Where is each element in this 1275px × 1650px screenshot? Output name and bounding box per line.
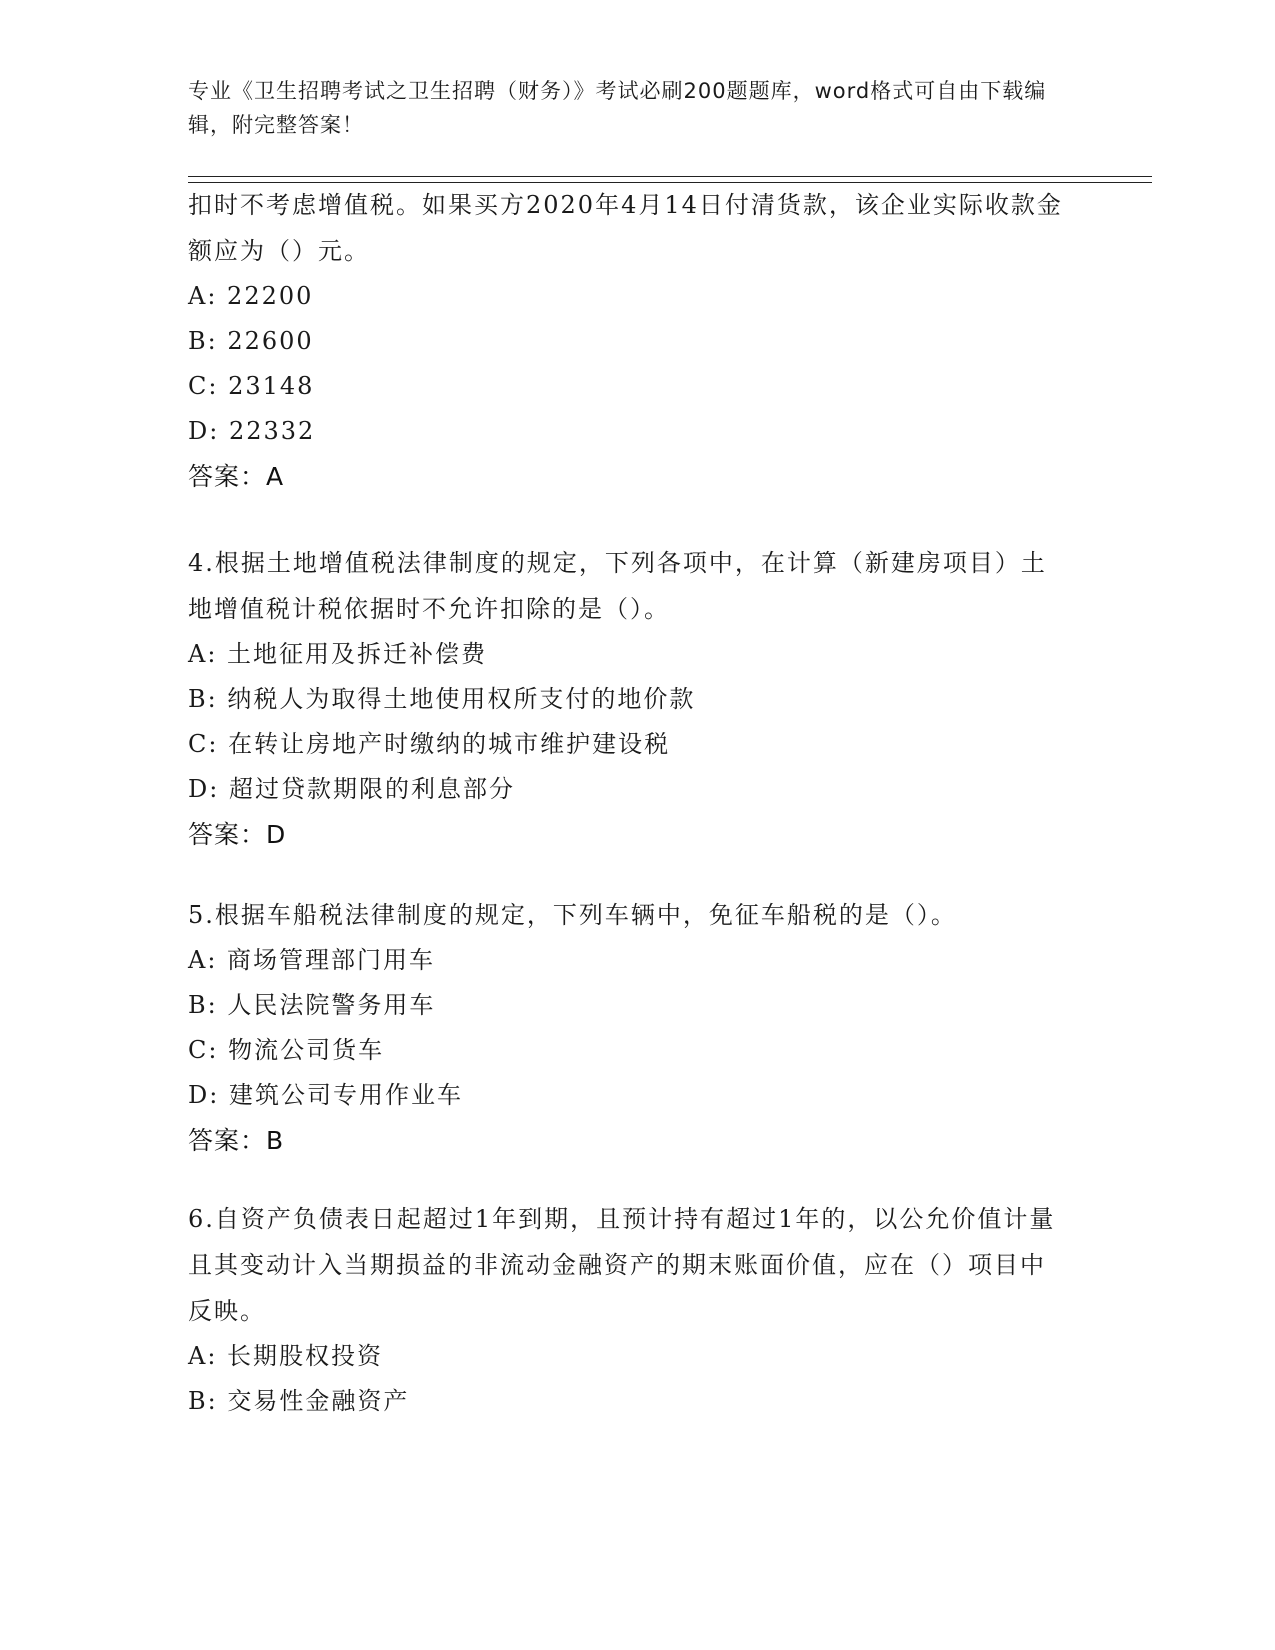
- question-stem: 扣时不考虑增值税。如果买方2020年4月14日付清货款，该企业实际收款金额应为（）元。: [188, 191, 1063, 265]
- option-a: A: 22200: [188, 282, 314, 310]
- question-6: [188, 1196, 1068, 1424]
- option-d: D: 建筑公司专用作业车: [188, 1081, 463, 1109]
- option-c: C: 物流公司货车: [188, 1036, 385, 1064]
- answer-label: 答案：D: [188, 820, 287, 849]
- question-3: [188, 182, 1068, 500]
- option-a: A: 土地征用及拆迁补偿费: [188, 640, 488, 668]
- option-d: D: 22332: [188, 417, 316, 445]
- option-b: B: 人民法院警务用车: [188, 991, 436, 1019]
- option-c: C: 在转让房地产时缴纳的城市维护建设税: [188, 730, 671, 758]
- option-c: C: 23148: [188, 372, 315, 400]
- document-header: 专业《卫生招聘考试之卫生招聘（财务）》考试必刷200题题库，word格式可自由下载编辑，附完整答案！: [188, 79, 1047, 137]
- option-b: B: 交易性金融资产: [188, 1387, 410, 1415]
- option-a: A: 长期股权投资: [188, 1342, 384, 1370]
- question-5: [188, 892, 1068, 1164]
- option-b: B: 纳税人为取得土地使用权所支付的地价款: [188, 685, 696, 713]
- question-stem: 6.自资产负债表日起超过1年到期，且预计持有超过1年的，以公允价值计量且其变动计入当期损益的非流动金融资产的期末账面价值，应在（）项目中反映。: [188, 1205, 1056, 1325]
- question-stem: 4.根据土地增值税法律制度的规定，下列各项中，在计算（新建房项目）土地增值税计税依据时不允许扣除的是（）。: [188, 549, 1047, 623]
- question-stem: 5.根据车船税法律制度的规定，下列车辆中，免征车船税的是（）。: [188, 901, 957, 929]
- answer-label: 答案：B: [188, 1126, 285, 1155]
- header-rule-top: [188, 176, 1152, 177]
- answer-label: 答案：A: [188, 462, 285, 491]
- option-b: B: 22600: [188, 327, 314, 355]
- option-a: A: 商场管理部门用车: [188, 946, 436, 974]
- question-4: [188, 540, 1068, 858]
- option-d: D: 超过贷款期限的利息部分: [188, 775, 515, 803]
